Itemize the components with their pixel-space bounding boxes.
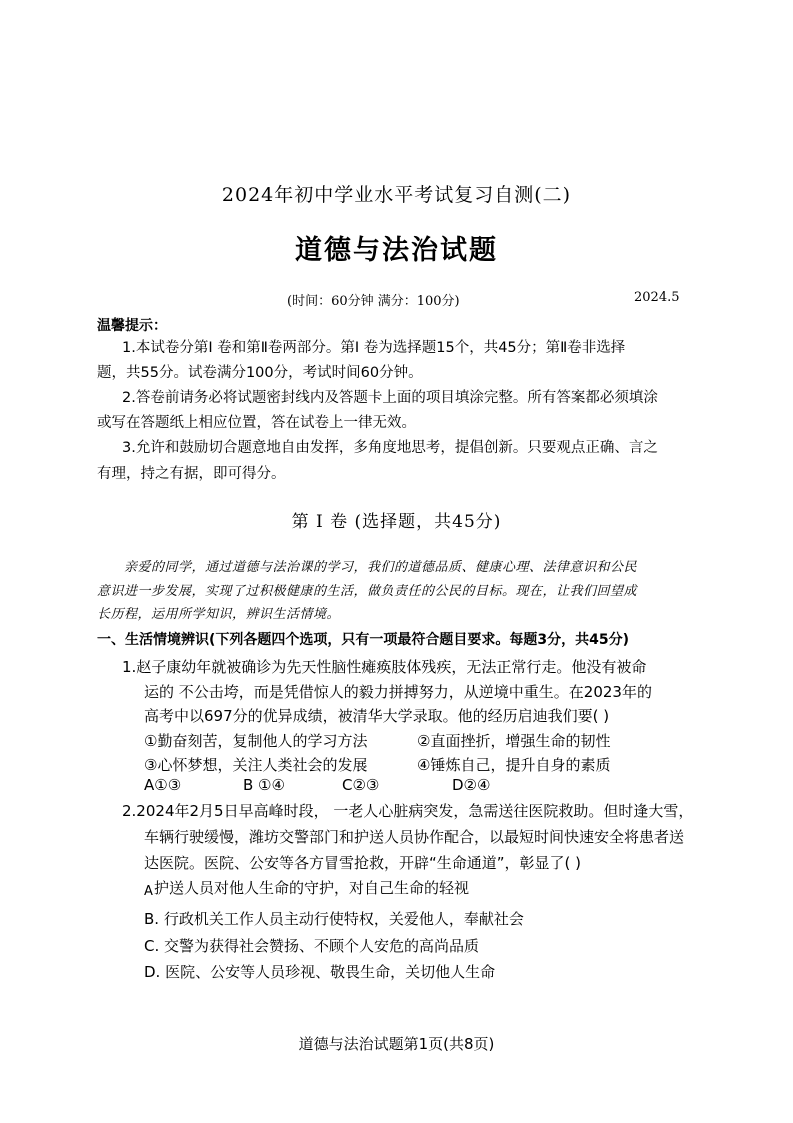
hint-line: 2.答卷前请务必将试题密封线内及答题卡上面的项目填涂完整。所有答案都必须填涂: [122, 390, 658, 406]
hint-line: 题，共55分。试卷满分100分，考试时间60分钟。: [97, 365, 423, 381]
question-1-line: 1.赵子康幼年就被确诊为先天性脑性瘫痪肢体残疾，无法正常行走。他没有被命: [122, 658, 647, 676]
page-footer: 道德与法治试题第1页(共8页): [298, 1035, 495, 1053]
q1-statement-2: ②直面挫折，增强生命的韧性: [417, 732, 611, 750]
q2-option-a-text: 护送人员对他人生命的守护，对自己生命的轻视: [154, 879, 470, 897]
q1-choice-b: B ①④: [243, 776, 285, 794]
question-1-line: 运的 不公击垮，而是凭借惊人的毅力拼搏努力，从逆境中重生。在2023年的: [144, 683, 652, 701]
q2-option-a-letter: A: [144, 884, 153, 899]
q2-option-b: B. 行政机关工作人员主动行使特权，关爱他人，奉献社会: [144, 910, 524, 928]
q1-statement-4: ④锤炼自己，提升自身的素质: [417, 756, 611, 774]
hint-line: 3.允许和鼓励切合题意地自由发挥，多角度地思考，提倡创新。只要观点正确、言之: [122, 440, 658, 456]
q1-statement-3: ③心怀梦想，关注人类社会的发展: [144, 756, 368, 774]
hint-line: 1.本试卷分第I 卷和第Ⅱ卷两部分。第I 卷为选择题15个，共45分；第Ⅱ卷非选择: [122, 340, 626, 356]
question-2-line: 2.2024年2月5日早高峰时段， 一老人心脏病突发，急需送往医院救助。但时逢大雪，: [122, 802, 694, 820]
part-title: 一、生活情境辨识(下列各题四个选项，只有一项最符合题目要求。每题3分，共45分): [97, 632, 630, 648]
q2-option-d: D. 医院、公安等人员珍视、敬畏生命，关切他人生命: [144, 963, 496, 981]
hint-line: 有理，持之有据，即可得分。: [97, 466, 286, 482]
question-2-line: 达医院。医院、公安等各方冒雪抢救，开辟“生命通道”，彰显了( ): [144, 854, 582, 872]
subject-title: 道德与法治试题: [295, 235, 498, 266]
section-title: 第 I 卷 (选择题，共45分): [291, 512, 502, 532]
exam-title: 2024年初中学业水平考试复习自测(二): [221, 184, 572, 206]
hints-title: 温馨提示：: [97, 318, 167, 334]
question-1-line: 高考中以697分的优异成绩，被清华大学录取。他的经历启迪我们要( ): [144, 707, 610, 725]
q1-choice-d: D②④: [452, 776, 491, 794]
q1-statement-1: ①勤奋刻苦，复制他人的学习方法: [144, 732, 368, 750]
exam-date: 2024.5: [634, 290, 680, 305]
intro-line: 长历程，运用所学知识，辨识生活情境。: [97, 607, 341, 622]
q1-choice-a: A①③: [144, 776, 182, 794]
hint-line: 或写在答题纸上相应位置，答在试卷上一律无效。: [97, 415, 416, 431]
q1-choice-c: C②③: [342, 776, 380, 794]
intro-line: 亲爱的同学，通过道德与法治课的学习，我们的道德品质、健康心理、法律意识和公民: [124, 560, 638, 575]
q2-option-c: C. 交警为获得社会赞扬、不顾个人安危的高尚品质: [144, 937, 480, 955]
intro-line: 意识进一步发展，实现了过积极健康的生活，做负责任的公民的目标。现在，让我们回望成: [97, 584, 638, 599]
time-score-info: (时间：60分钟 满分：100分): [287, 294, 460, 309]
question-2-line: 车辆行驶缓慢，潍坊交警部门和护送人员协作配合，以最短时间快速安全将患者送: [144, 828, 685, 846]
